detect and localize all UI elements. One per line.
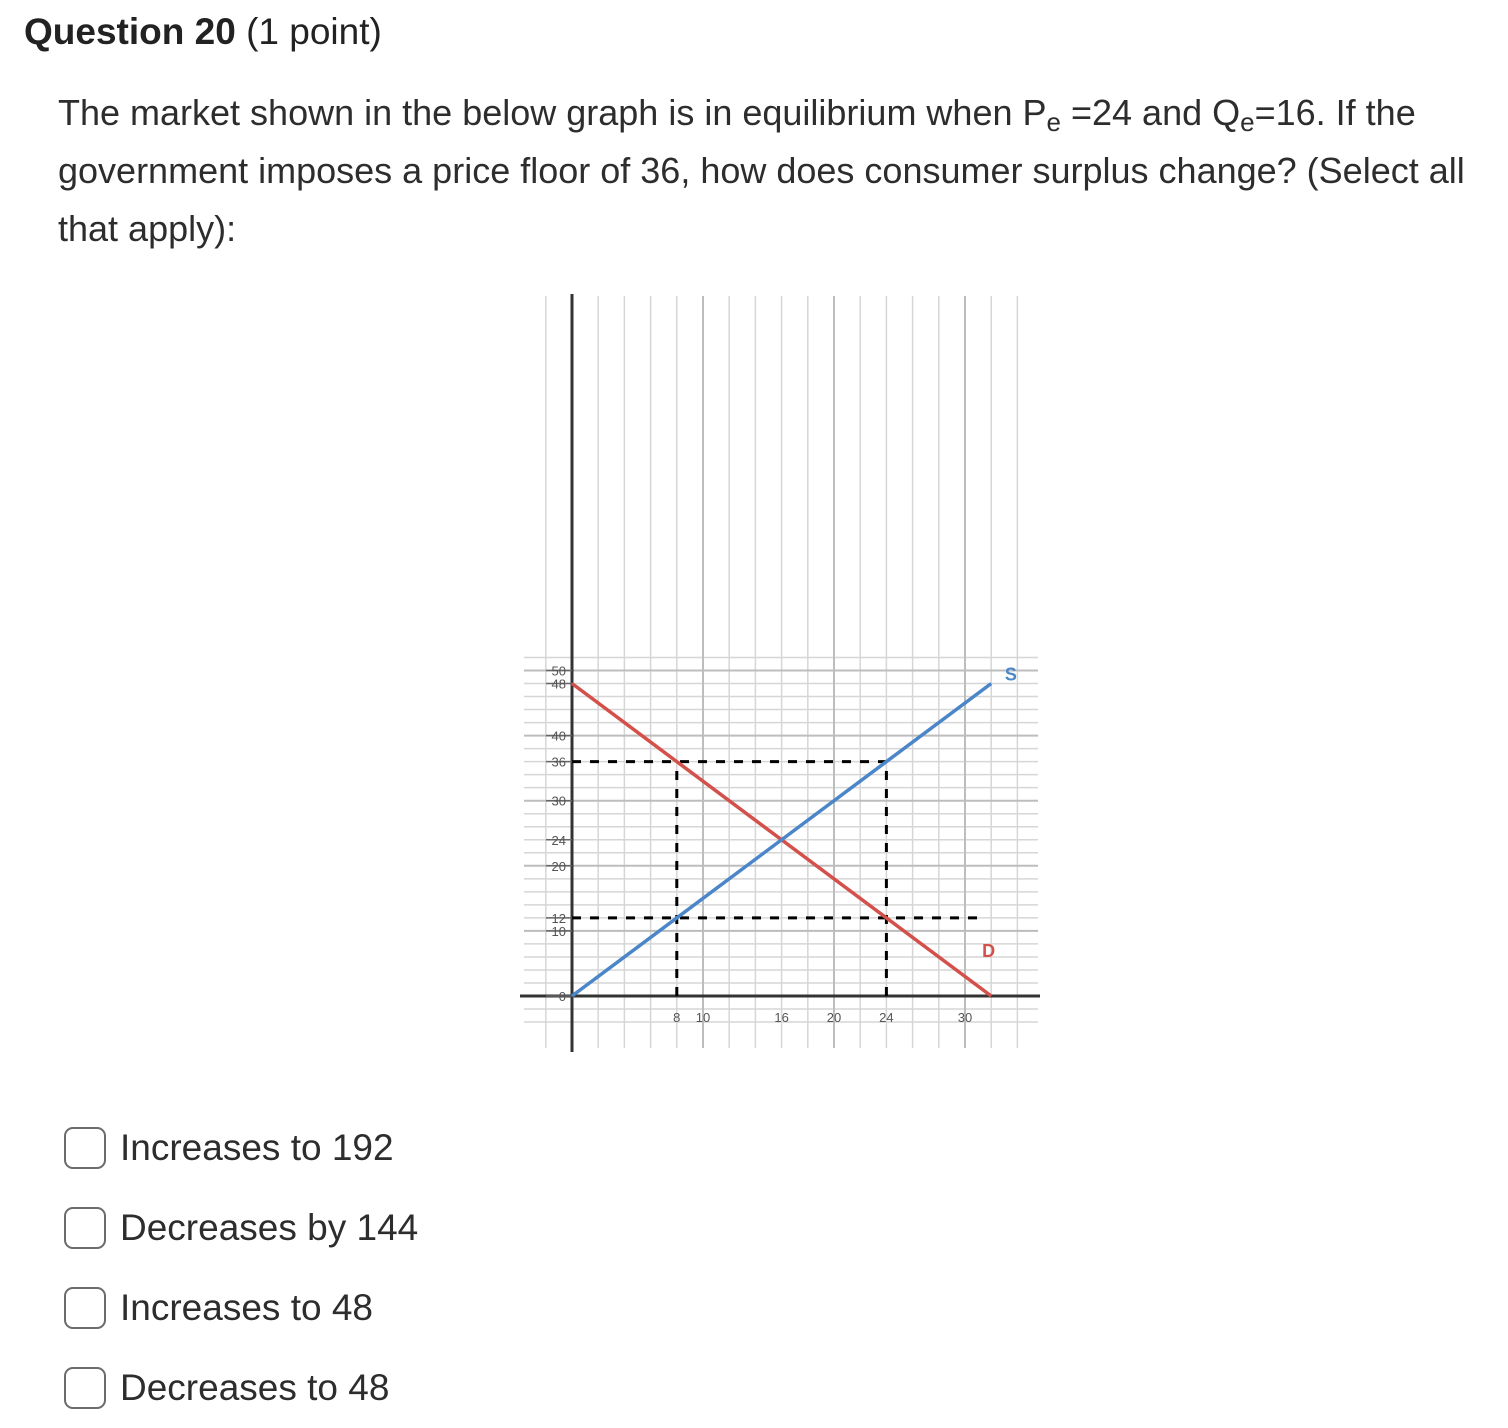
- option-label: Decreases to 48: [120, 1367, 390, 1408]
- checkbox[interactable]: [64, 1127, 106, 1169]
- y-tick-label: 50: [551, 663, 566, 679]
- x-tick-label: 20: [826, 1010, 842, 1025]
- option-increases-to-192[interactable]: [64, 1108, 418, 1188]
- prompt-text-1: The market shown in the below graph is in equilibrium when P: [58, 92, 1047, 133]
- y-tick-label: 48: [551, 676, 566, 692]
- x-tick-label: 30: [957, 1010, 973, 1025]
- y-tick-label: 24: [551, 832, 566, 848]
- option-decreases-by-144[interactable]: [64, 1188, 418, 1268]
- prompt-subscript-1: e: [1046, 107, 1061, 137]
- question-prompt: [58, 84, 1478, 258]
- option-label: Increases to 48: [120, 1287, 373, 1328]
- checkbox[interactable]: [64, 1367, 106, 1409]
- y-tick-label: 30: [551, 793, 566, 809]
- option-label: Decreases by 144: [120, 1207, 419, 1248]
- prompt-subscript-2: e: [1240, 107, 1255, 137]
- question-title: Question 20: [24, 11, 236, 52]
- x-tick-label: 24: [879, 1010, 894, 1025]
- option-decreases-to-48[interactable]: [64, 1348, 418, 1428]
- x-tick-label: 8: [673, 1010, 681, 1025]
- x-tick-label: 10: [695, 1010, 711, 1025]
- series-label-d: D: [982, 940, 996, 961]
- y-tick-label: 20: [551, 858, 566, 874]
- supply-demand-chart: [518, 292, 1042, 1054]
- prompt-text-3: =16. If the government imposes a price floor of 36, how does consumer surplus change? (Select all that apply):: [58, 92, 1465, 249]
- prompt-text-2: =24 and Q: [1060, 92, 1241, 133]
- y-tick-label: 0: [558, 989, 566, 1004]
- chart-svg: [518, 292, 1042, 1054]
- series-label-s: S: [1004, 664, 1017, 685]
- question-header: [24, 8, 382, 56]
- y-tick-label: 40: [551, 728, 566, 744]
- checkbox[interactable]: [64, 1287, 106, 1329]
- y-tick-label: 36: [551, 754, 566, 770]
- checkbox[interactable]: [64, 1207, 106, 1249]
- y-tick-label: 12: [551, 910, 566, 926]
- y-tick-label: 10: [551, 923, 566, 939]
- option-label: Increases to 192: [120, 1127, 394, 1168]
- option-increases-to-48[interactable]: [64, 1268, 418, 1348]
- x-tick-label: 16: [774, 1010, 789, 1025]
- answer-options: [64, 1108, 418, 1428]
- question-points: (1 point): [246, 11, 382, 52]
